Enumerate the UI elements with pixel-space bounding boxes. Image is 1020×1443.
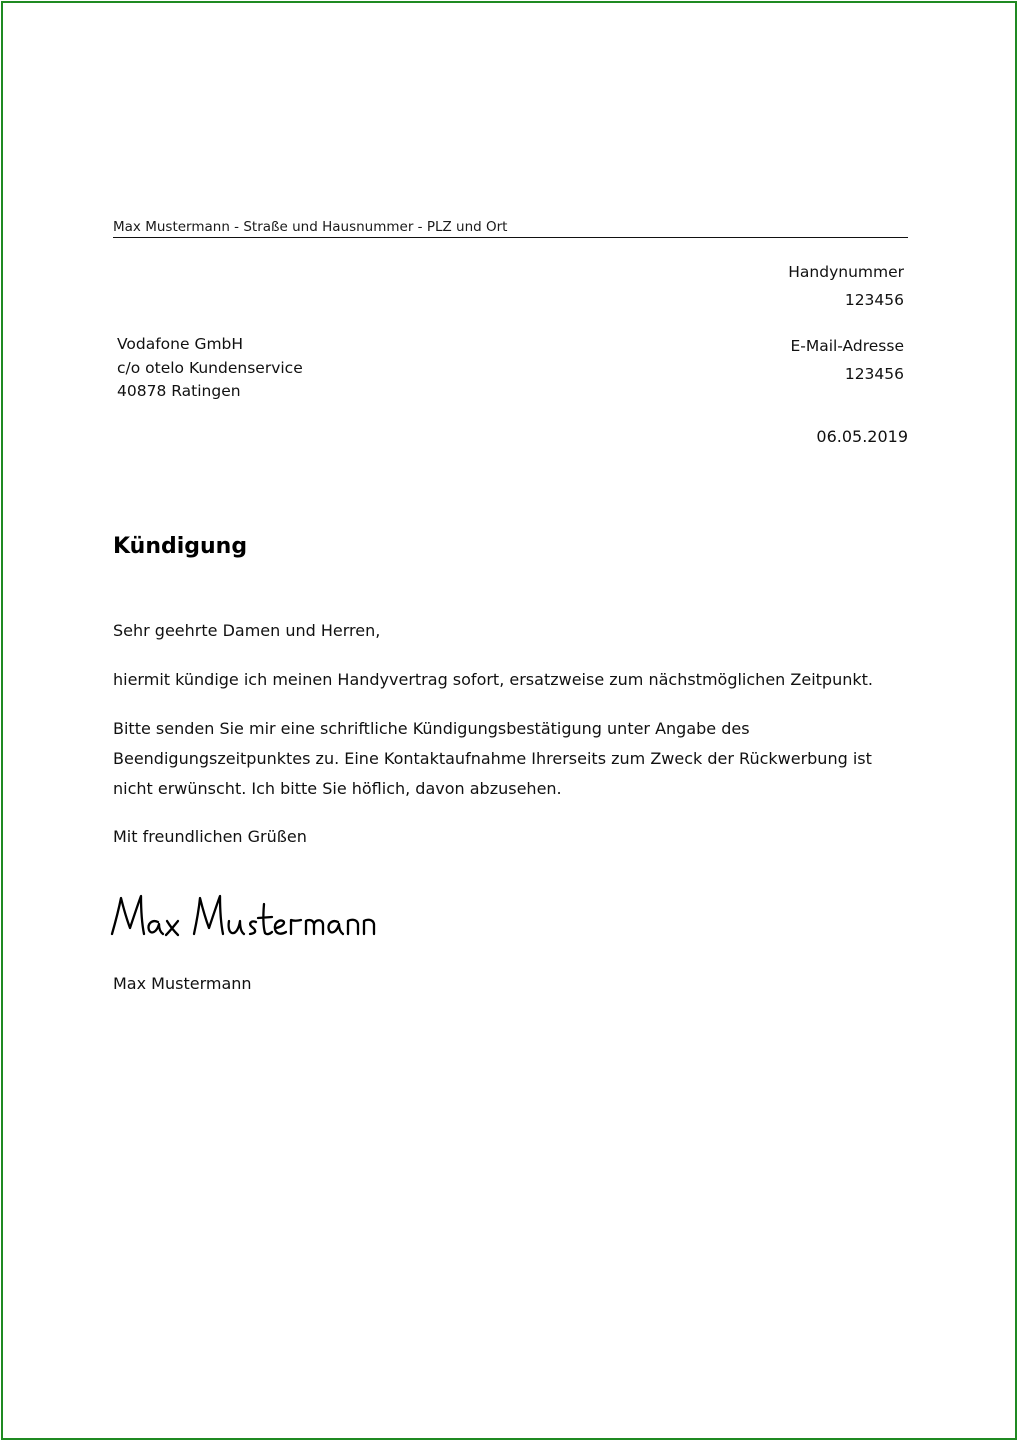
letter-date: 06.05.2019 (816, 427, 908, 446)
body-paragraph-1: hiermit kündige ich meinen Handyvertrag sofort, ersatzweise zum nächstmöglichen Zeitpunkt. (113, 670, 873, 689)
closing: Mit freundlichen Grüßen (113, 827, 307, 846)
recipient-address (117, 333, 303, 404)
handwritten-signature (108, 890, 398, 950)
phone-value: 123456 (844, 291, 904, 309)
email-value: 123456 (844, 365, 904, 383)
email-label: E-Mail-Adresse (790, 337, 904, 355)
sender-address-line: Max Mustermann - Straße und Hausnummer - PLZ und Ort (113, 219, 508, 235)
recipient-company: Vodafone GmbH (117, 335, 244, 353)
salutation: Sehr geehrte Damen und Herren, (113, 621, 381, 640)
body-paragraph-2: Bitte senden Sie mir eine schriftliche Kündigungsbestätigung unter Angabe des Beendigungszeitpunktes zu. Eine Kontaktaufnahme Ihrerseits zum Zweck der Rückwerbung ist nicht erwünscht. Ich bitte Sie höflich, davon abzusehen. (113, 719, 872, 798)
printed-name: Max Mustermann (113, 974, 252, 993)
phone-label: Handynummer (788, 263, 904, 281)
recipient-city: 40878 Ratingen (117, 382, 241, 400)
letter-subject: Kündigung (113, 534, 248, 559)
recipient-department: c/o otelo Kundenservice (117, 358, 303, 377)
sender-divider (113, 237, 908, 238)
